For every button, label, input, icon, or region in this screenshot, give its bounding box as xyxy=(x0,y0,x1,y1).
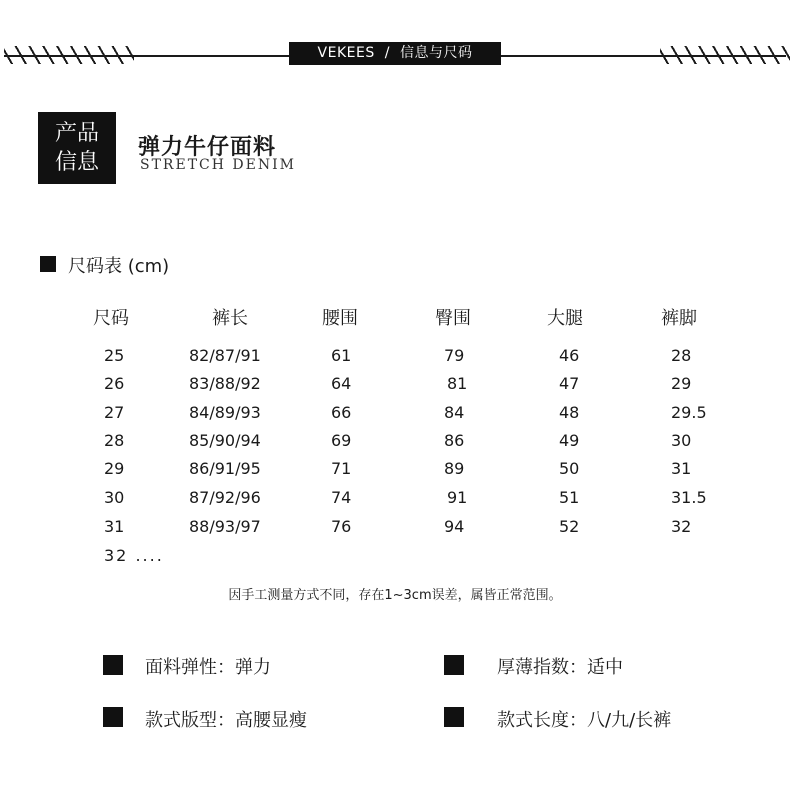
cell-size: 30 xyxy=(104,488,125,507)
attribute-stretch: 面料弹性：弹力 xyxy=(145,657,271,678)
section-square-icon xyxy=(40,256,56,272)
header-waist: 腰围 xyxy=(322,308,358,329)
cell-length: 83/88/92 xyxy=(189,374,261,393)
header-separator: / xyxy=(384,45,390,61)
header-thigh: 大腿 xyxy=(547,308,583,329)
header-badge xyxy=(289,42,501,65)
cell-length: 85/90/94 xyxy=(189,431,261,450)
attribute-fit: 款式版型：高腰显瘦 xyxy=(145,710,307,731)
cell-hem: 31 xyxy=(671,459,692,478)
cell-size: 25 xyxy=(104,346,125,365)
cell-length: 82/87/91 xyxy=(189,346,261,365)
cell-size: 27 xyxy=(104,403,125,422)
cell-hip: 94 xyxy=(444,517,465,536)
cell-hem: 31.5 xyxy=(671,488,707,507)
cell-hem: 29.5 xyxy=(671,403,707,422)
cell-waist: 66 xyxy=(331,403,352,422)
attribute-square-icon xyxy=(444,655,464,675)
cell-thigh: 47 xyxy=(559,374,580,393)
cell-size: 31 xyxy=(104,517,125,536)
hatch-decoration-left xyxy=(4,46,134,64)
header-size: 尺码 xyxy=(93,308,129,329)
cell-hem: 29 xyxy=(671,374,692,393)
cell-waist: 64 xyxy=(331,374,352,393)
cell-hem: 28 xyxy=(671,346,692,365)
cell-thigh: 51 xyxy=(559,488,580,507)
cell-length: 87/92/96 xyxy=(189,488,261,507)
brand-name: VEKEES xyxy=(317,45,375,61)
cell-thigh: 46 xyxy=(559,346,580,365)
cell-length: 88/93/97 xyxy=(189,517,261,536)
attribute-thickness: 厚薄指数：适中 xyxy=(497,657,623,678)
header-length: 裤长 xyxy=(212,308,248,329)
cell-thigh: 50 xyxy=(559,459,580,478)
product-badge-line2: 信息 xyxy=(54,150,99,175)
cell-hip: 91 xyxy=(447,488,468,507)
more-sizes: 32 .... xyxy=(104,546,164,565)
cell-size: 28 xyxy=(104,431,125,450)
cell-hip: 79 xyxy=(444,346,465,365)
cell-waist: 74 xyxy=(331,488,352,507)
cell-waist: 69 xyxy=(331,431,352,450)
header-hem: 裤脚 xyxy=(661,308,697,329)
cell-thigh: 49 xyxy=(559,431,580,450)
cell-length: 84/89/93 xyxy=(189,403,261,422)
size-chart-title: 尺码表 (cm) xyxy=(68,256,170,277)
fabric-title: 弹力牛仔面料 xyxy=(138,135,277,160)
hatch-decoration-right xyxy=(660,46,790,64)
cell-size: 29 xyxy=(104,459,125,478)
attribute-length: 款式长度：八/九/长裤 xyxy=(497,710,672,731)
product-badge-line1: 产品 xyxy=(54,121,99,146)
measurement-note: 因手工测量方式不同，存在1~3cm误差，属皆正常范围。 xyxy=(228,588,562,603)
attribute-square-icon xyxy=(103,707,123,727)
cell-hem: 32 xyxy=(671,517,692,536)
cell-hip: 86 xyxy=(444,431,465,450)
cell-waist: 71 xyxy=(331,459,352,478)
cell-hip: 89 xyxy=(444,459,465,478)
header-hip: 臀围 xyxy=(435,308,471,329)
cell-length: 86/91/95 xyxy=(189,459,261,478)
header-section: 信息与尺码 xyxy=(399,45,473,61)
cell-hem: 30 xyxy=(671,431,692,450)
cell-waist: 76 xyxy=(331,517,352,536)
cell-hip: 81 xyxy=(447,374,468,393)
fabric-subtitle: STRETCH DENIM xyxy=(140,157,296,173)
cell-hip: 84 xyxy=(444,403,465,422)
product-info-badge xyxy=(38,112,116,184)
cell-thigh: 48 xyxy=(559,403,580,422)
cell-waist: 61 xyxy=(331,346,352,365)
attribute-square-icon xyxy=(444,707,464,727)
cell-thigh: 52 xyxy=(559,517,580,536)
cell-size: 26 xyxy=(104,374,125,393)
attribute-square-icon xyxy=(103,655,123,675)
